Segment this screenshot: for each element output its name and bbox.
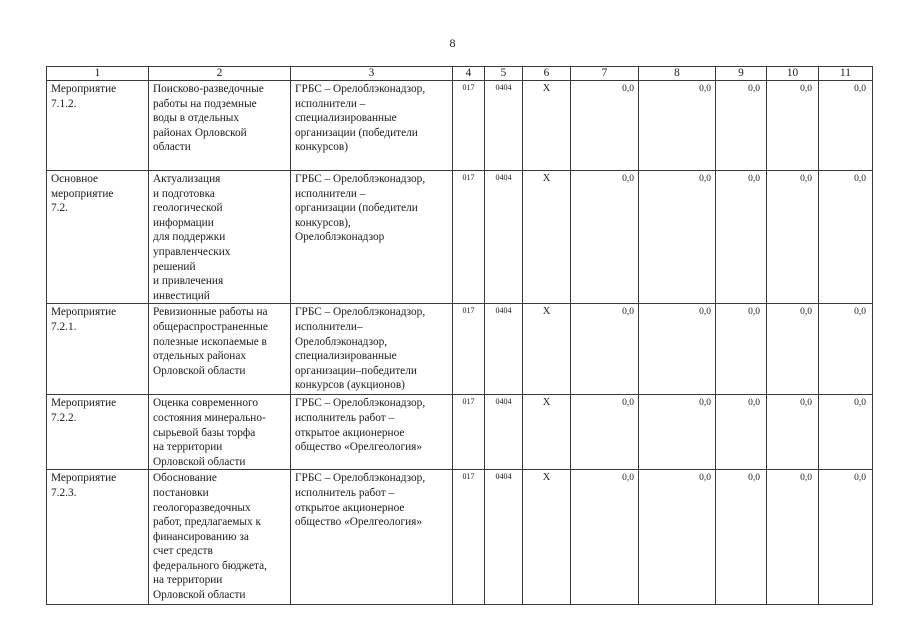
cell-value: 0,0 [716,470,767,605]
cell-value: 0,0 [571,470,639,605]
cell-mark: X [523,395,571,470]
cell-value: 0,0 [639,470,716,605]
table-row [47,304,873,395]
cell-value: 0,0 [819,395,873,470]
cell-mark: X [523,171,571,304]
column-header: 11 [819,67,873,81]
cell-value: 0,0 [639,395,716,470]
cell-mark: X [523,304,571,395]
cell-value: 0,0 [819,470,873,605]
cell-section-code: 0404 [485,470,523,605]
table-row [47,470,873,605]
cell-value: 0,0 [639,171,716,304]
table-row [47,171,873,304]
table-row [47,395,873,470]
measure-description: Оценка современного состояния минерально- сырьевой базы торфа на территории Орловской области [149,395,291,470]
measure-description: Обоснование постановки геологоразведочных работ, предлагаемых к финансированию за счет средств федерального бюджета, на территории Орловской области [149,470,291,605]
cell-value: 0,0 [639,81,716,171]
measure-name: Основное мероприятие 7.2. [47,171,149,304]
cell-section-code: 0404 [485,81,523,171]
column-header: 3 [291,67,453,81]
measure-executors: ГРБС – Орелоблэконадзор, исполнители – организации (победители конкурсов), Орелоблэконадзор [291,171,453,304]
column-header: 4 [453,67,485,81]
cell-grbs-code: 017 [453,171,485,304]
column-header: 7 [571,67,639,81]
page-number: 8 [449,36,456,50]
cell-value: 0,0 [639,304,716,395]
measure-executors: ГРБС – Орелоблэконадзор, исполнитель работ – открытое акционерное общество «Орелгеология» [291,470,453,605]
column-header: 8 [639,67,716,81]
cell-grbs-code: 017 [453,81,485,171]
column-header: 6 [523,67,571,81]
measure-executors: ГРБС – Орелоблэконадзор, исполнители – специализированные организации (победители конкурсов) [291,81,453,171]
cell-value: 0,0 [819,81,873,171]
cell-mark: X [523,81,571,171]
column-header: 10 [767,67,819,81]
cell-value: 0,0 [716,395,767,470]
column-number-row [47,67,873,81]
cell-value: 0,0 [767,395,819,470]
cell-section-code: 0404 [485,395,523,470]
measure-name: Мероприятие 7.2.1. [47,304,149,395]
budget-table [46,66,873,605]
cell-value: 0,0 [767,470,819,605]
cell-value: 0,0 [716,81,767,171]
cell-grbs-code: 017 [453,304,485,395]
cell-value: 0,0 [716,304,767,395]
cell-section-code: 0404 [485,171,523,304]
cell-value: 0,0 [767,81,819,171]
cell-mark: X [523,470,571,605]
measure-executors: ГРБС – Орелоблэконадзор, исполнитель работ – открытое акционерное общество «Орелгеология» [291,395,453,470]
measure-description: Поисково-разведочные работы на подземные воды в отдельных районах Орловской области [149,81,291,171]
measure-description: Актуализация и подготовка геологической информации для поддержки управленческих решений и привлечения инвестиций [149,171,291,304]
cell-value: 0,0 [767,171,819,304]
cell-value: 0,0 [767,304,819,395]
table-row [47,81,873,171]
measure-description: Ревизионные работы на общераспространенные полезные ископаемые в отдельных районах Орловской области [149,304,291,395]
column-header: 2 [149,67,291,81]
measure-name: Мероприятие 7.1.2. [47,81,149,171]
cell-value: 0,0 [571,171,639,304]
cell-section-code: 0404 [485,304,523,395]
cell-value: 0,0 [819,171,873,304]
column-header: 5 [485,67,523,81]
column-header: 9 [716,67,767,81]
cell-grbs-code: 017 [453,395,485,470]
cell-value: 0,0 [571,304,639,395]
measure-executors: ГРБС – Орелоблэконадзор, исполнители– Орелоблэконадзор, специализированные организации–победители конкурсов (аукционов) [291,304,453,395]
cell-value: 0,0 [819,304,873,395]
cell-value: 0,0 [716,171,767,304]
column-header: 1 [47,67,149,81]
measure-name: Мероприятие 7.2.2. [47,395,149,470]
cell-value: 0,0 [571,81,639,171]
cell-value: 0,0 [571,395,639,470]
cell-grbs-code: 017 [453,470,485,605]
measure-name: Мероприятие 7.2.3. [47,470,149,605]
